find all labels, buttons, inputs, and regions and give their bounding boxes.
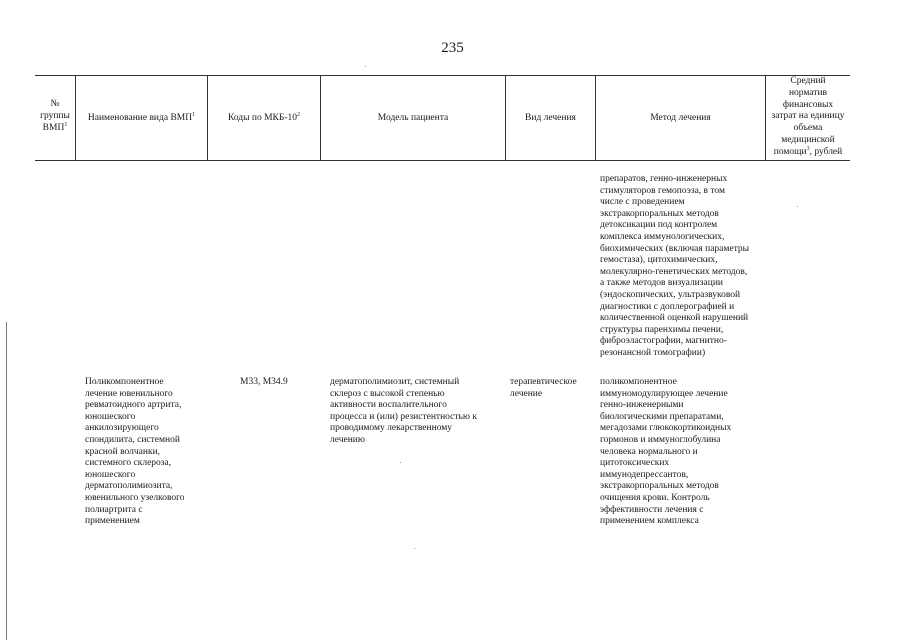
row-vmp-name: Поликомпонентное лечение ювенильного ревматоидного артрита, юношеского анкилозирующего спондилита, системной красной волчанки, системного склероза, юношеского дерматополимиозита, ювенильного узелкового полиартрита с применением xyxy=(85,377,185,527)
header-treatment-method: Метод лечения xyxy=(650,113,711,123)
continued-method-text: препаратов, генно-инженерных стимуляторов гемопоэза, в том числе с проведением экстракорпоральных методов детоксикации под контролем комплекса иммунологических, биохимических (включая параметры гемостаза), цитохимических, молекулярно-генетических методов, а также методов визуализации (эндоскопических, ультразвуковой диагностики с доплерографией и количественной оценкой нарушений структуры паренхимы печени, фиброэластографии, магнитно- резонансной томографии) xyxy=(600,174,750,358)
row-treatment-method: поликомпонентное иммуномодулирующее лечение генно-инженерными биологическими препаратами, мегадозами глюкокортикоидных гормонов и иммуноглобулина человека нормального и цитотоксических иммунодепрессантов, экстракорпоральных методов очищения крови. Контроль эффективности лечения с применением комплекса xyxy=(600,377,732,527)
header-group-number-text: № группы ВМП xyxy=(40,99,70,133)
scan-speck xyxy=(365,66,366,67)
header-treatment-type: Вид лечения xyxy=(525,113,576,123)
header-bottom-rule xyxy=(35,160,850,161)
header-top-rule xyxy=(35,75,850,76)
scan-speck xyxy=(414,548,415,549)
header-vmp-name-footnote: 1 xyxy=(192,111,196,118)
header-group-number xyxy=(35,98,75,134)
scan-margin-line xyxy=(6,322,7,640)
scan-speck xyxy=(400,462,401,463)
header-icd-codes-text: Коды по МКБ-10 xyxy=(227,113,298,123)
row-patient-model: дерматополимиозит, системный склероз с высокой степенью активности воспалительного процесса и (или) резистентностью к проводимому лекарственному лечению xyxy=(330,377,477,445)
header-cost-standard-unit: , рублей xyxy=(809,146,843,157)
scan-speck xyxy=(797,206,798,207)
header-icd-codes-footnote: 2 xyxy=(297,111,301,118)
header-cost-standard-footnote: 3 xyxy=(806,145,810,152)
header-group-number-footnote: 1 xyxy=(64,121,68,128)
header-icd-codes xyxy=(208,112,320,124)
page-number: 235 xyxy=(441,40,464,56)
header-vmp-name-text: Наименование вида ВМП xyxy=(87,113,193,123)
header-cost-standard xyxy=(766,76,850,159)
header-patient-model: Модель пациента xyxy=(377,113,449,123)
header-vmp-name xyxy=(76,112,207,124)
row-treatment-type: терапевтическое лечение xyxy=(510,377,577,399)
row-icd-codes: M33, M34.9 xyxy=(240,377,288,387)
header-cost-standard-text: Средний норматив финансовых затрат на единицу объема медицинской помощи xyxy=(771,76,845,157)
